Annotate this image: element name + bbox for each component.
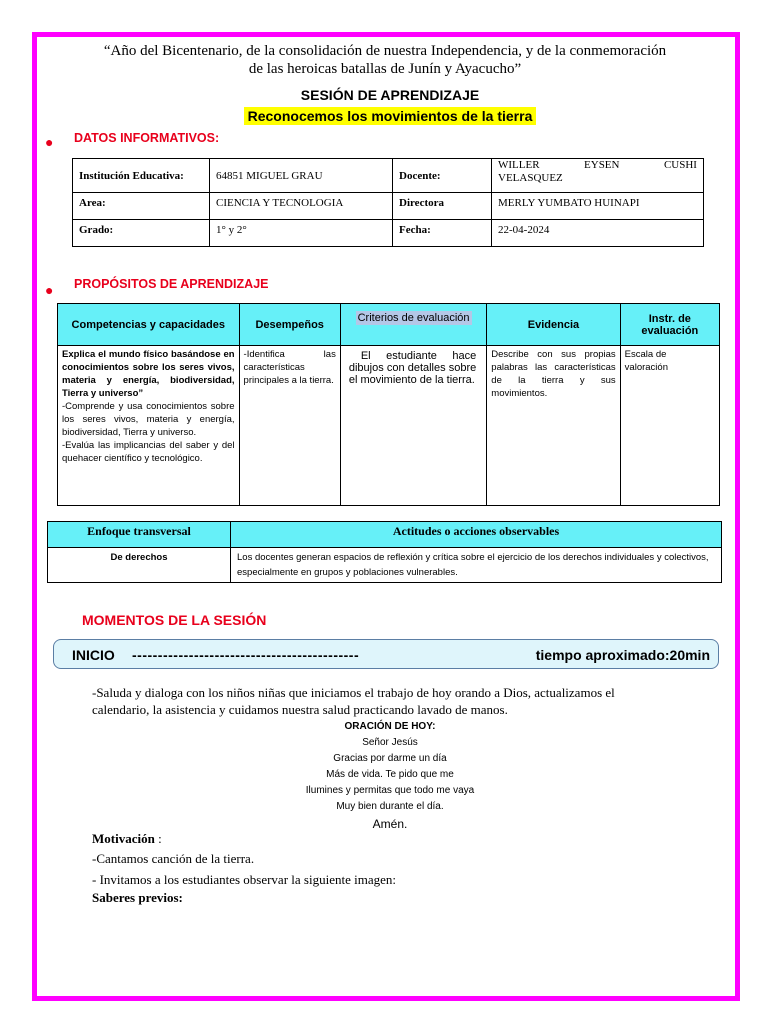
propositos-table	[57, 303, 720, 506]
inicio-dashes: --------------------------------------------	[132, 647, 360, 663]
oracion-line: Gracias por darme un día	[333, 753, 447, 764]
area-value: CIENCIA Y TECNOLOGIA	[210, 193, 393, 220]
oracion-amen: Amén.	[372, 817, 408, 831]
competencia-cell: Explica el mundo físico basándose en conocimientos sobre los seres vivos, materia y energía, biodiversidad, Tierra y universo” -Comprende y usa conocimientos sobre los seres vivos, materia y energía, biodiversidad, Tierra y universo. -Evalúa las implicancias del saber y del quehacer científico y tecnológico.	[58, 346, 240, 506]
page-title: SESIÓN DE APRENDIZAJE	[300, 87, 480, 103]
info-table	[72, 158, 704, 247]
header-criterios: Criterios de evaluación	[340, 304, 486, 346]
directora-value: MERLY YUMBATO HUINAPI	[492, 193, 704, 220]
desempeno-cell: -Identifica las características principales a la tierra.	[239, 346, 340, 506]
enfoque-table	[47, 521, 722, 583]
docente-value: WILLER EYSEN CUSHI VELASQUEZ	[492, 159, 704, 193]
oracion-title: ORACIÓN DE HOY:	[344, 721, 436, 732]
inicio-banner	[53, 639, 719, 669]
inicio-tiempo: tiempo aproximado:20min	[535, 647, 710, 663]
oracion-line: Más de vida. Te pido que me	[326, 769, 454, 780]
bullet-icon: ●	[45, 134, 54, 150]
saludo-text: -Saluda y dialoga con los niños niñas que iniciamos el trabajo de hoy orando a Dios, actualizamos el calendario, la asistencia y cuidamos nuestra salud practicando lavado de manos.	[92, 685, 615, 717]
header-instrumento: Instr. de evaluación	[620, 304, 719, 346]
header-desempenos: Desempeños	[239, 304, 340, 346]
fecha-label: Fecha:	[393, 220, 492, 247]
oracion	[240, 719, 540, 833]
motto: “Año del Bicentenario, de la consolidación de nuestra Independencia, y de la conmemoración de las heroicas batallas de Junín y Ayacucho”	[103, 43, 667, 77]
actitud-value: Los docentes generan espacios de reflexión y crítica sobre el ejercicio de los derechos individuales y colectivos, especialmente en grupos y poblaciones vulnerables.	[231, 548, 722, 583]
header-competencias: Competencias y capacidades	[58, 304, 240, 346]
page-subtitle: Reconocemos los movimientos de la tierra	[244, 107, 537, 125]
subtitle-wrap	[40, 108, 740, 126]
header-actitudes: Actitudes o acciones observables	[231, 522, 722, 548]
cantamos-text: -Cantamos canción de la tierra.	[92, 851, 255, 866]
oracion-line: Ilumines y permitas que todo me vaya	[305, 785, 475, 796]
oracion-line: Señor Jesús	[362, 737, 418, 748]
evidencia-cell: Describe con sus propias palabras las características de la tierra y sus movimientos.	[487, 346, 620, 506]
invitamos-text: - Invitamos a los estudiantes observar la siguiente imagen:	[92, 872, 396, 887]
criterio-cell: El estudiante hace dibujos con detalles sobre el movimiento de la tierra.	[340, 346, 486, 506]
fecha-value: 22-04-2024	[492, 220, 704, 247]
saberes-label: Saberes previos:	[92, 890, 183, 905]
enfoque-value: De derechos	[48, 548, 231, 583]
grado-label: Grado:	[73, 220, 210, 247]
institucion-label: Institución Educativa:	[73, 159, 210, 193]
motivacion-label: Motivación :	[92, 831, 162, 846]
institucion-value: 64851 MIGUEL GRAU	[210, 159, 393, 193]
section-propositos: PROPÓSITOS DE APRENDIZAJE	[74, 277, 269, 291]
bullet-icon: ●	[45, 282, 54, 298]
directora-label: Directora	[393, 193, 492, 220]
docente-label: Docente:	[393, 159, 492, 193]
header-evidencia: Evidencia	[487, 304, 620, 346]
inicio-label: INICIO	[72, 647, 115, 663]
instrumento-cell: Escala de valoración	[620, 346, 719, 506]
oracion-line: Muy bien durante el día.	[336, 801, 444, 812]
section-momentos: MOMENTOS DE LA SESIÓN	[82, 612, 267, 628]
area-label: Area:	[73, 193, 210, 220]
section-datos: DATOS INFORMATIVOS:	[74, 131, 220, 145]
grado-value: 1° y 2°	[210, 220, 393, 247]
header-enfoque: Enfoque transversal	[48, 522, 231, 548]
